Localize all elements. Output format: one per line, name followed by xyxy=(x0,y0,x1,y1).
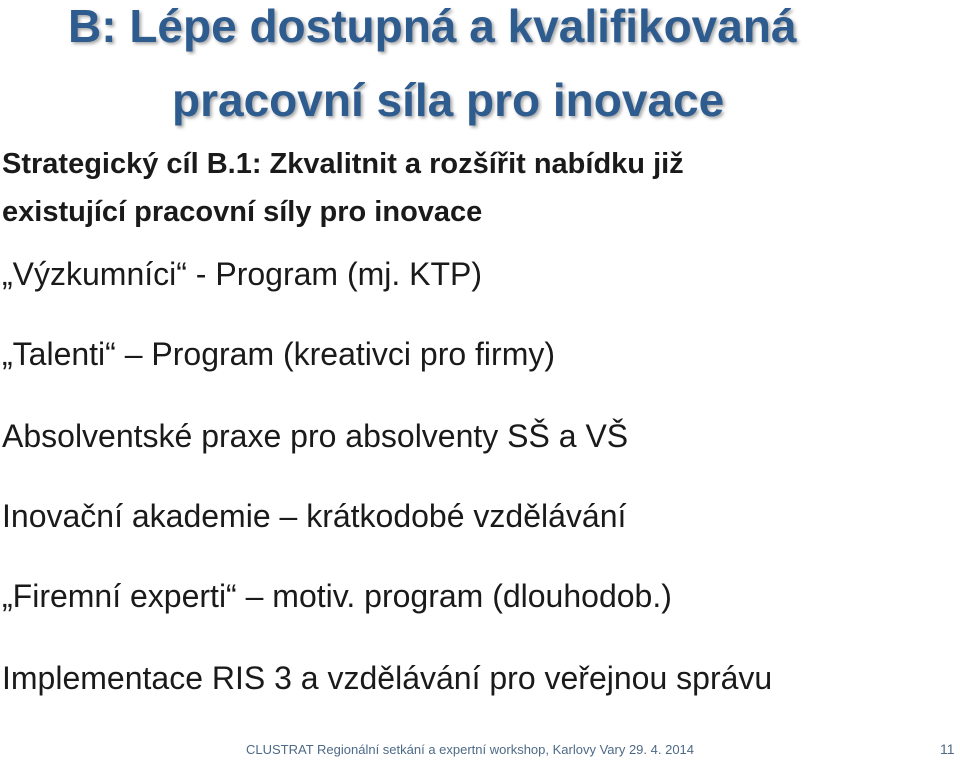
list-item-company-experts: „Firemní experti“ – motiv. program (dlouhodob.) xyxy=(2,578,672,614)
list-item-innovation-academy: Inovační akademie – krátkodobé vzdělávání xyxy=(2,498,627,534)
page-number: 11 xyxy=(940,741,955,757)
list-item-talents: „Talenti“ – Program (kreativci pro firmy) xyxy=(2,336,555,372)
list-item-researchers: „Výzkumníci“ - Program (mj. KTP) xyxy=(2,256,483,292)
list-item-graduate-internships: Absolventské praxe pro absolventy SŠ a VŠ xyxy=(2,418,629,454)
list-item-ris3-implementation: Implementace RIS 3 a vzdělávání pro veřejnou správu xyxy=(2,660,773,696)
slide-title-line-2: pracovní síla pro inovace xyxy=(172,74,725,126)
strategic-goal-line-2: existující pracovní síly pro inovace xyxy=(2,196,483,228)
strategic-goal-line-1: Strategický cíl B.1: Zkvalitnit a rozšířit nabídku již xyxy=(2,148,684,180)
slide-title-line-1: B: Lépe dostupná a kvalifikovaná xyxy=(68,0,797,52)
footer-text: CLUSTRAT Regionální setkání a expertní workshop, Karlovy Vary 29. 4. 2014 xyxy=(246,742,695,757)
